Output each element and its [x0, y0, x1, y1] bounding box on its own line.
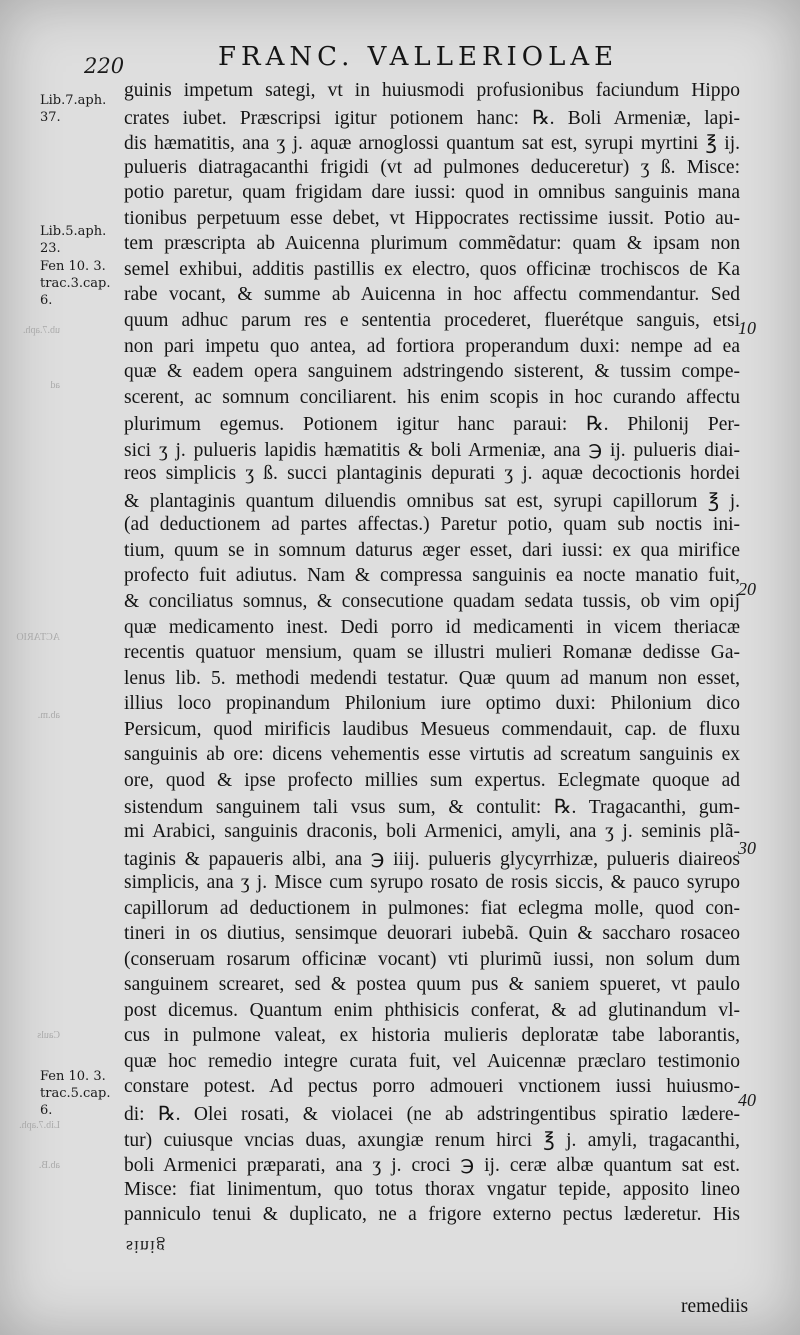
text-line: boli Armenici præparati, ana ʒ j. croci ℈ ij. ceræ albæ quantum sat est. — [124, 1155, 740, 1177]
text-line: simplicis, ana ʒ j. Misce cum syrupo rosato de rosis siccis, & pauco syrupo — [124, 872, 740, 894]
text-line: ore, quod & ipse profecto millies sum expertus. Eclegmate quoque ad — [124, 769, 740, 791]
text-line: potio paretur, quam frigidam dare iussi: quod in omnibus sanguinis mana — [124, 182, 740, 204]
text-line: (ad deductionem ad partes affectas.) Paretur potio, quam sub noctis ini- — [124, 514, 740, 536]
text-line: taginis & papaueris albi, ana ℈ iiij. pulueris glycyrrhizæ, pulueris diaireos — [124, 848, 740, 870]
margin-note: Lib.5.aph. 23. — [40, 224, 107, 256]
text-line: recentis quatuor mensium, quam se illustri mulieri Romanæ dedisse Ga- — [124, 642, 740, 664]
text-line: sistendum sanguinem tali vsus sum, & contulit: ℞. Tragacanthi, gum- — [124, 797, 740, 819]
text-line: mi Arabici, sanguinis draconis, boli Armenici, amyli, ana ʒ j. seminis plã- — [124, 820, 740, 842]
text-line: & plantaginis quantum diluendis omnibus sat est, syrupi capillorum ℥ j. — [124, 490, 740, 512]
text-line: Misce: fiat linimentum, quo totus thorax vngatur tepide, apposito lineo — [124, 1178, 740, 1200]
text-line: quæ & eadem opera sanguinem adstringendo sisterent, & tussim compe- — [124, 361, 740, 383]
text-line: pulueris diatragacanthi frigidi (vt ad pulmones deduceretur) ʒ ß. Misce: — [124, 156, 740, 178]
text-line: crates iubet. Præscripsi igitur potionem hanc: ℞. Boli Armeniæ, lapi- — [124, 107, 740, 129]
text-line: tem præscripta ab Auicenna plurimum commẽdatur: quam & ipsam non — [124, 233, 740, 255]
bleed-through-text: ad — [50, 380, 60, 391]
text-line: post dicemus. Quantum enim phthisicis conferat, & ad glutinandum vl- — [124, 999, 740, 1021]
line-number: 10 — [738, 318, 756, 338]
bleed-through-text: ACTARIO — [16, 632, 60, 643]
text-line: guinis impetum sategi, vt in huiusmodi profusionibus faciundum Hippo — [124, 80, 740, 101]
text-line: semel exhibui, additis pastillis ex electro, quos officinæ trochiscos de Ka — [124, 258, 740, 280]
text-line: profecto fuit adiutus. Nam & compressa sanguinis ea nocte manatio fuit, — [124, 565, 740, 587]
text-line: sici ʒ j. pulueris lapidis hæmatitis & boli Armeniæ, ana ℈ ij. pulueris diai- — [124, 439, 740, 461]
text-line: tium, quum se in somnum daturus æger esset, dari iussi: ex qua mirifice — [124, 539, 740, 561]
text-line: panniculo tenui & duplicato, ne a frigore externo pectus læderetur. His — [124, 1204, 740, 1226]
text-line: quum adhuc parum res e sententia procederet, fluerétque sanguis, etsi — [124, 309, 740, 331]
text-line: cus in pulmone valeat, ex historia mulieris deploratæ tabe laborantis, — [124, 1025, 740, 1047]
bleed-through-text: ub.7.aph. — [23, 325, 60, 336]
margin-note: Fen 10. 3. trac.3.cap. 6. — [40, 259, 111, 308]
bleed-through-text: ab.B. — [38, 1160, 60, 1171]
text-line: dis hæmatitis, ana ʒ j. aquæ arnoglossi quantum sat est, syrupi myrtini ℥ ij. — [124, 133, 740, 155]
text-line: di: ℞. Olei rosati, & violacei (ne ab adstringentibus spiratio lædere- — [124, 1104, 740, 1125]
text-line: tur) cuiusque vncias duas, axungiæ renum hirci ℥ j. amyli, tragacanthi, — [124, 1129, 740, 1151]
text-line: sanguinem screaret, sed & postea quum pus & saniem spueret, vt paulo — [124, 974, 740, 996]
bleed-through-text: Cauls — [37, 1030, 60, 1041]
margin-note: Lib.7.aph. 37. — [40, 93, 107, 125]
line-number: 30 — [738, 838, 756, 858]
text-line: & conciliatus somnus, & consecutione quadam sedata tussis, ob vim opij — [124, 591, 740, 612]
text-line: tineri in os diutius, sensimque deuorari iubebã. Quin & saccharo rosaceo — [124, 923, 740, 945]
line-number: 40 — [738, 1090, 756, 1110]
text-line: scerent, ac somnum conciliarent. his enim scopis in hoc curando affectu — [124, 386, 740, 408]
text-line: constare potest. Ad pectus porro admoueri vnctionem iussi huiusmo- — [124, 1076, 740, 1098]
text-line: illius loco propinandum Philonium iure optimo duxi: Philonium dico — [124, 693, 740, 715]
text-line: rabe vocant, & summe ab Auicenna in hoc affectu commendantur. Sed — [124, 284, 740, 306]
bleed-through-text: sinig — [126, 1237, 167, 1257]
running-head — [0, 42, 800, 78]
bleed-through-text: Lib.7.aph. — [19, 1120, 60, 1131]
text-line: capillorum ad deductionem in pulmones: fiat eclegma molle, quod con- — [124, 897, 740, 919]
bleed-through-text: ab.m. — [37, 710, 60, 721]
text-line: Persicum, quod mirificis laudibus Mesueus commendauit, cap. de fluxu — [124, 718, 740, 740]
running-title: FRANC. VALLERIOLAE — [218, 42, 619, 72]
text-line: (conseruam rosarum officinæ vocant) vti plurimũ iussi, non solum dum — [124, 948, 740, 970]
text-line: quæ hoc remedio integre curata fuit, vel Auicennæ præclaro testimonio — [124, 1050, 740, 1072]
line-number: 20 — [738, 579, 756, 599]
text-line: reos simplicis ʒ ß. succi plantaginis depurati ʒ j. aquæ decoctionis hordei — [124, 463, 740, 485]
text-line: quæ medicamento inest. Dedi porro id medicamenti in vicem theriacæ — [124, 616, 740, 638]
text-line: sanguinis ab ore: dicens vehementis esse virtutis ad screatum sanguinis ex — [124, 744, 740, 766]
text-line: lenus lib. 5. methodi medendi testatur. Quæ quum ad manum non esset, — [124, 667, 740, 689]
text-line: non pari impetu quo antea, ad fortiora properandum duxi: nempe ad ea — [124, 335, 740, 357]
catchword: remediis — [681, 1296, 749, 1317]
text-line: plurimum egemus. Potionem igitur hanc paraui: ℞. Philonij Per- — [124, 414, 740, 436]
text-line: tionibus perpetuum esse debet, vt Hippocrates rectissime iussit. Potio au- — [124, 207, 740, 229]
margin-note: Fen 10. 3. trac.5.cap. 6. — [40, 1069, 111, 1118]
page-number: 220 — [84, 54, 125, 78]
